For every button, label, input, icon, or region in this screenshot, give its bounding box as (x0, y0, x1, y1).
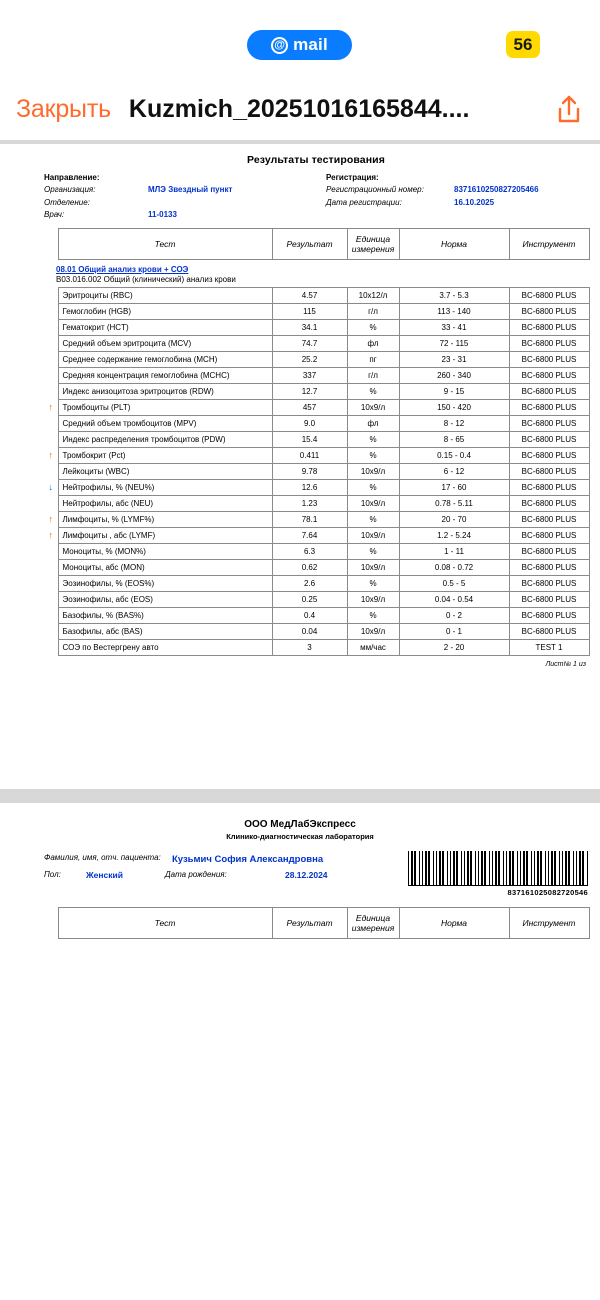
cell-norm: 260 - 340 (399, 367, 509, 383)
cell-result: 25.2 (272, 351, 347, 367)
row-flag-icon: ↑ (48, 402, 53, 413)
cell-norm: 2 - 20 (399, 639, 509, 655)
row-flag-icon (44, 607, 58, 623)
cell-unit: % (347, 319, 399, 335)
document-page-2 (0, 803, 600, 1300)
patient-name-label: Фамилия, имя, отч. пациента: (44, 853, 161, 862)
cell-test: Средняя концентрация гемоглобина (MCHC) (58, 367, 272, 383)
cell-result: 0.411 (272, 447, 347, 463)
cell-test: Эритроциты (RBC) (58, 287, 272, 303)
header-unit: Единица измерения (347, 228, 399, 259)
cell-norm: 6 - 12 (399, 463, 509, 479)
cell-unit: 10x9/л (347, 495, 399, 511)
cell-unit: % (347, 607, 399, 623)
cell-unit: фл (347, 335, 399, 351)
cell-test: Моноциты, абс (MON) (58, 559, 272, 575)
cell-test: Среднее содержание гемоглобина (MCH) (58, 351, 272, 367)
cell-unit: % (347, 447, 399, 463)
table-row (44, 287, 589, 303)
cell-instrument: BC-6800 PLUS (509, 415, 589, 431)
header-test: Тест (58, 228, 272, 259)
header-flag-page2 (44, 908, 58, 939)
meta-regdate-label: Дата регистрации: (326, 197, 402, 207)
cell-unit: фл (347, 415, 399, 431)
table-row (44, 463, 589, 479)
cell-instrument: BC-6800 PLUS (509, 399, 589, 415)
cell-result: 6.3 (272, 543, 347, 559)
cell-test: Гемоглобин (HGB) (58, 303, 272, 319)
cell-result: 78.1 (272, 511, 347, 527)
meta-regnum-value: 8371610250827205466 (454, 185, 539, 195)
cell-norm: 150 - 420 (399, 399, 509, 415)
cell-unit: % (347, 543, 399, 559)
table-group-row (44, 259, 589, 274)
table-row (44, 351, 589, 367)
row-flag-icon (44, 287, 58, 303)
cell-norm: 8 - 65 (399, 431, 509, 447)
table-row (44, 367, 589, 383)
patient-birth-label: Дата рождения: (164, 870, 227, 880)
row-flag-icon (44, 303, 58, 319)
barcode (408, 851, 588, 897)
row-flag-icon (44, 383, 58, 399)
cell-unit: % (347, 575, 399, 591)
at-icon: @ (271, 37, 288, 54)
cell-instrument: TEST 1 (509, 639, 589, 655)
row-flag-icon (44, 351, 58, 367)
cell-norm: 113 - 140 (399, 303, 509, 319)
table-row (44, 303, 589, 319)
row-flag-icon: ↓ (48, 482, 53, 493)
cell-instrument: BC-6800 PLUS (509, 431, 589, 447)
row-flag-icon (44, 591, 58, 607)
row-flag-icon (44, 431, 58, 447)
table-row (44, 527, 589, 543)
row-flag-icon (44, 495, 58, 511)
cell-instrument: BC-6800 PLUS (509, 303, 589, 319)
meta-org-value: МЛЭ Звездный пункт (148, 185, 233, 195)
table-header-row-page2 (44, 908, 589, 939)
meta-doctor-value: 11-0133 (148, 210, 177, 220)
table-row (44, 607, 589, 623)
cell-instrument: BC-6800 PLUS (509, 383, 589, 399)
cell-result: 0.25 (272, 591, 347, 607)
cell-instrument: BC-6800 PLUS (509, 559, 589, 575)
meta-regdate-value: 16.10.2025 (454, 197, 495, 207)
cell-instrument: BC-6800 PLUS (509, 351, 589, 367)
cell-result: 115 (272, 303, 347, 319)
table-row (44, 591, 589, 607)
cell-norm: 8 - 12 (399, 415, 509, 431)
cell-result: 1.23 (272, 495, 347, 511)
cell-instrument: BC-6800 PLUS (509, 543, 589, 559)
cell-norm: 1 - 11 (399, 543, 509, 559)
cell-result: 15.4 (272, 431, 347, 447)
patient-name-value: Кузьмич София Александровна (172, 854, 324, 865)
table-row (44, 639, 589, 655)
meta-referral-head: Направление: (44, 173, 100, 182)
mail-logo (247, 30, 352, 60)
cell-result: 12.6 (272, 479, 347, 495)
meta-registration-head: Регистрация: (326, 173, 379, 182)
header-result-page2: Результат (272, 908, 347, 939)
cell-test: Моноциты, % (MON%) (58, 543, 272, 559)
cell-test: Средний объем эритроцита (MCV) (58, 335, 272, 351)
lab-subtitle: Клинико-диагностическая лаборатория (226, 832, 374, 841)
cell-test: Нейтрофилы, % (NEU%) (58, 479, 272, 495)
cell-norm: 3.7 - 5.3 (399, 287, 509, 303)
cell-test: Лимфоциты, % (LYMF%) (58, 511, 272, 527)
row-flag-icon (44, 367, 58, 383)
table-row (44, 575, 589, 591)
meta-dept-label: Отделение: (44, 197, 90, 207)
table-row (44, 319, 589, 335)
cell-result: 3 (272, 639, 347, 655)
row-flag-icon: ↑ (48, 514, 53, 525)
table-row (44, 543, 589, 559)
cell-unit: 10x9/л (347, 559, 399, 575)
header-norm-page2: Норма (399, 908, 509, 939)
cell-result: 7.64 (272, 527, 347, 543)
cell-norm: 0 - 2 (399, 607, 509, 623)
cell-unit: мм/час (347, 639, 399, 655)
cell-result: 9.78 (272, 463, 347, 479)
cell-norm: 0.5 - 5 (399, 575, 509, 591)
document-title: Kuzmich_20251016165844.... (128, 94, 470, 123)
table-row (44, 495, 589, 511)
patient-sex-value: Женский (86, 870, 123, 881)
cell-unit: % (347, 511, 399, 527)
cell-norm: 17 - 60 (399, 479, 509, 495)
meta-regnum-label: Регистрационный номер: (326, 185, 424, 195)
document-meta (44, 172, 588, 222)
cell-test: Эозинофилы, % (EOS%) (58, 575, 272, 591)
cell-norm: 0.04 - 0.54 (399, 591, 509, 607)
document-viewer[interactable] (0, 140, 600, 1300)
cell-unit: 10x9/л (347, 623, 399, 639)
barcode-number: 837161025082720546 (507, 888, 588, 897)
cell-result: 0.04 (272, 623, 347, 639)
cell-test: Базофилы, % (BAS%) (58, 607, 272, 623)
cell-test: Индекс распределения тромбоцитов (PDW) (58, 431, 272, 447)
row-flag-icon (44, 335, 58, 351)
table-row (44, 415, 589, 431)
table-row (44, 383, 589, 399)
cell-instrument: BC-6800 PLUS (509, 367, 589, 383)
results-table-page2 (44, 907, 590, 939)
table-row (44, 399, 589, 415)
row-flag-icon (44, 639, 58, 655)
cell-result: 9.0 (272, 415, 347, 431)
cell-norm: 23 - 31 (399, 351, 509, 367)
cell-instrument: BC-6800 PLUS (509, 607, 589, 623)
cell-unit: % (347, 479, 399, 495)
cell-result: 4.57 (272, 287, 347, 303)
row-flag-icon: ↑ (48, 530, 53, 541)
cell-test: Нейтрофилы, абс (NEU) (58, 495, 272, 511)
cell-instrument: BC-6800 PLUS (509, 463, 589, 479)
cell-unit: % (347, 431, 399, 447)
table-row (44, 559, 589, 575)
lab-name: ООО МедЛабЭкспресс (244, 819, 356, 830)
cell-result: 457 (272, 399, 347, 415)
row-flag-icon (44, 559, 58, 575)
cell-test: Базофилы, абс (BAS) (58, 623, 272, 639)
document-nav-bar (0, 78, 600, 140)
cell-result: 0.62 (272, 559, 347, 575)
cell-result: 2.6 (272, 575, 347, 591)
row-flag-icon (44, 623, 58, 639)
cell-test: Гематокрит (HCT) (58, 319, 272, 335)
header-flag (44, 228, 58, 259)
cell-unit: 10x12/л (347, 287, 399, 303)
cell-test: Тромбоциты (PLT) (58, 399, 272, 415)
cell-instrument: BC-6800 PLUS (509, 287, 589, 303)
meta-org-label: Организация: (44, 185, 96, 195)
cell-instrument: BC-6800 PLUS (509, 495, 589, 511)
document-page-1 (0, 144, 600, 789)
cell-norm: 72 - 115 (399, 335, 509, 351)
table-row (44, 479, 589, 495)
header-norm: Норма (399, 228, 509, 259)
cell-instrument: BC-6800 PLUS (509, 527, 589, 543)
row-flag-icon (44, 463, 58, 479)
header-result: Результат (272, 228, 347, 259)
group-subtitle: B03.016.002 Общий (клинический) анализ крови (56, 274, 236, 284)
table-group-subrow (44, 274, 589, 288)
cell-unit: г/л (347, 303, 399, 319)
cell-test: Лейкоциты (WBC) (58, 463, 272, 479)
cell-instrument: BC-6800 PLUS (509, 591, 589, 607)
sheet-note: Лист№ 1 из (545, 660, 586, 668)
cell-test: Лимфоциты , абс (LYMF) (58, 527, 272, 543)
results-table (44, 228, 590, 656)
cell-test: Индекс анизоцитоза эритроцитов (RDW) (58, 383, 272, 399)
header-instrument: Инструмент (509, 228, 589, 259)
cell-test: СОЭ по Вестергрену авто (58, 639, 272, 655)
cell-unit: пг (347, 351, 399, 367)
table-row (44, 511, 589, 527)
header-unit-page2: Единица измерения (347, 908, 399, 939)
mail-logo-label: mail (293, 35, 328, 54)
cell-norm: 33 - 41 (399, 319, 509, 335)
group-link[interactable]: 08.01 Общий анализ крови + СОЭ (56, 264, 189, 274)
cell-test: Средний объем тромбоцитов (MPV) (58, 415, 272, 431)
cell-test: Эозинофилы, абс (EOS) (58, 591, 272, 607)
cell-test: Тромбокрит (Pct) (58, 447, 272, 463)
cell-norm: 9 - 15 (399, 383, 509, 399)
header-instrument-page2: Инструмент (509, 908, 589, 939)
unread-count-badge: 56 (506, 31, 540, 58)
page-title: Результаты тестирования (247, 154, 385, 166)
cell-unit: г/л (347, 367, 399, 383)
table-header-row (44, 228, 589, 259)
row-flag-icon: ↑ (48, 450, 53, 461)
table-row (44, 447, 589, 463)
cell-instrument: BC-6800 PLUS (509, 447, 589, 463)
table-row (44, 335, 589, 351)
cell-result: 74.7 (272, 335, 347, 351)
meta-doctor-label: Врач: (44, 210, 65, 220)
cell-instrument: BC-6800 PLUS (509, 479, 589, 495)
cell-norm: 1.2 - 5.24 (399, 527, 509, 543)
cell-instrument: BC-6800 PLUS (509, 575, 589, 591)
meta-registration (306, 172, 588, 222)
cell-instrument: BC-6800 PLUS (509, 623, 589, 639)
cell-unit: % (347, 383, 399, 399)
cell-unit: 10x9/л (347, 591, 399, 607)
row-flag-icon (44, 319, 58, 335)
cell-norm: 20 - 70 (399, 511, 509, 527)
share-icon[interactable] (554, 93, 584, 125)
cell-instrument: BC-6800 PLUS (509, 319, 589, 335)
patient-birth-value: 28.12.2024 (284, 870, 328, 881)
cell-norm: 0 - 1 (399, 623, 509, 639)
cell-result: 337 (272, 367, 347, 383)
cell-norm: 0.08 - 0.72 (399, 559, 509, 575)
cell-unit: 10x9/л (347, 527, 399, 543)
table-row (44, 431, 589, 447)
cell-norm: 0.15 - 0.4 (399, 447, 509, 463)
cell-result: 12.7 (272, 383, 347, 399)
cell-unit: 10x9/л (347, 399, 399, 415)
row-flag-icon (44, 575, 58, 591)
row-flag-icon (44, 415, 58, 431)
app-top-bar (0, 0, 600, 78)
table-row (44, 623, 589, 639)
cell-norm: 0.78 - 5.11 (399, 495, 509, 511)
cell-result: 0.4 (272, 607, 347, 623)
meta-referral (44, 172, 306, 222)
cell-instrument: BC-6800 PLUS (509, 511, 589, 527)
cell-unit: 10x9/л (347, 463, 399, 479)
barcode-stripes (408, 851, 588, 886)
cell-instrument: BC-6800 PLUS (509, 335, 589, 351)
patient-sex-label: Пол: (44, 870, 61, 880)
row-flag-icon (44, 543, 58, 559)
cell-result: 34.1 (272, 319, 347, 335)
close-button[interactable]: Закрыть (16, 94, 111, 123)
patient-header (0, 851, 600, 897)
header-test-page2: Тест (58, 908, 272, 939)
